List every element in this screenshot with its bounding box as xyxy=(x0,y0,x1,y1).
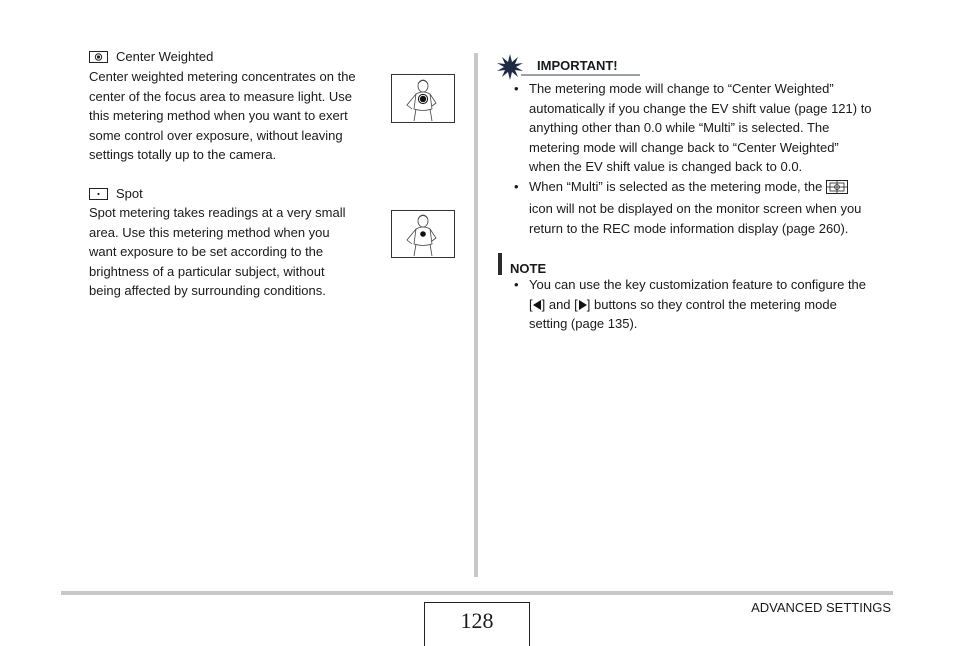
text-line: • You can use the key customization feature to configure the xyxy=(529,277,867,292)
right-arrow-icon xyxy=(578,295,587,315)
list-item xyxy=(505,79,900,177)
center-weighted-heading xyxy=(89,49,213,65)
center-weighted-metering-icon xyxy=(89,51,108,63)
left-arrow-icon xyxy=(533,295,542,315)
important-burst-icon xyxy=(497,54,523,80)
text-line: brightness of a particular subject, without xyxy=(89,263,325,279)
text-line: when the EV shift value is changed back to 0.0. xyxy=(529,159,803,174)
section-label: ADVANCED SETTINGS xyxy=(751,600,891,615)
text-line: metering mode will change back to “Center Weighted” xyxy=(529,139,839,155)
center-weighted-illustration xyxy=(391,74,455,123)
text-line: center of the focus area to measure light. Use xyxy=(89,88,353,104)
text-line: Center weighted metering concentrates on the xyxy=(89,69,356,84)
column-divider xyxy=(474,53,478,577)
text-span: [ xyxy=(529,296,533,312)
text-line: return to the REC mode information display (page 260). xyxy=(529,220,849,236)
text-line xyxy=(529,177,900,200)
text-line: want exposure to be set according to the xyxy=(89,244,324,259)
note-bar-icon xyxy=(498,253,502,275)
spot-illustration xyxy=(391,210,455,258)
note-list xyxy=(505,275,900,334)
list-item xyxy=(505,275,900,334)
text-line xyxy=(529,295,900,315)
text-line: icon will not be displayed on the monitor screen when you xyxy=(529,201,862,216)
text-line: anything other than 0.0 while “Multi” is selected. The xyxy=(529,120,830,135)
important-list xyxy=(505,79,900,238)
footer-rule xyxy=(61,591,893,595)
multi-metering-icon xyxy=(826,180,848,200)
note-title: NOTE xyxy=(510,261,547,276)
text-line: settings totally up to the camera. xyxy=(89,147,277,162)
spot-title: Spot xyxy=(116,186,143,201)
text-line: • The metering mode will change to “Center Weighted” xyxy=(529,81,834,96)
text-line: some control over exposure, without leaving xyxy=(89,127,343,143)
list-item xyxy=(505,177,900,239)
text-line: setting (page 135). xyxy=(529,316,638,331)
important-underline xyxy=(521,74,640,76)
center-weighted-description xyxy=(89,67,379,165)
spot-metering-icon xyxy=(89,188,108,200)
text-line: this metering method when you want to exert xyxy=(89,108,348,123)
text-line: automatically if you change the EV shift value (page 121) to xyxy=(529,100,872,116)
important-title: IMPORTANT! xyxy=(537,58,618,73)
text-span: When “Multi” is selected as the metering mode, the xyxy=(529,178,823,194)
text-span: ] and [ xyxy=(541,296,578,312)
text-line: being affected by surrounding conditions. xyxy=(89,283,326,298)
text-line: area. Use this metering method when you xyxy=(89,224,330,240)
page-number: 128 xyxy=(424,602,530,646)
text-line: Spot metering takes readings at a very small xyxy=(89,205,346,220)
center-weighted-title: Center Weighted xyxy=(116,49,214,64)
spot-heading xyxy=(89,186,143,202)
spot-description xyxy=(89,203,379,301)
text-span: ] buttons so they control the metering mode xyxy=(586,296,837,312)
